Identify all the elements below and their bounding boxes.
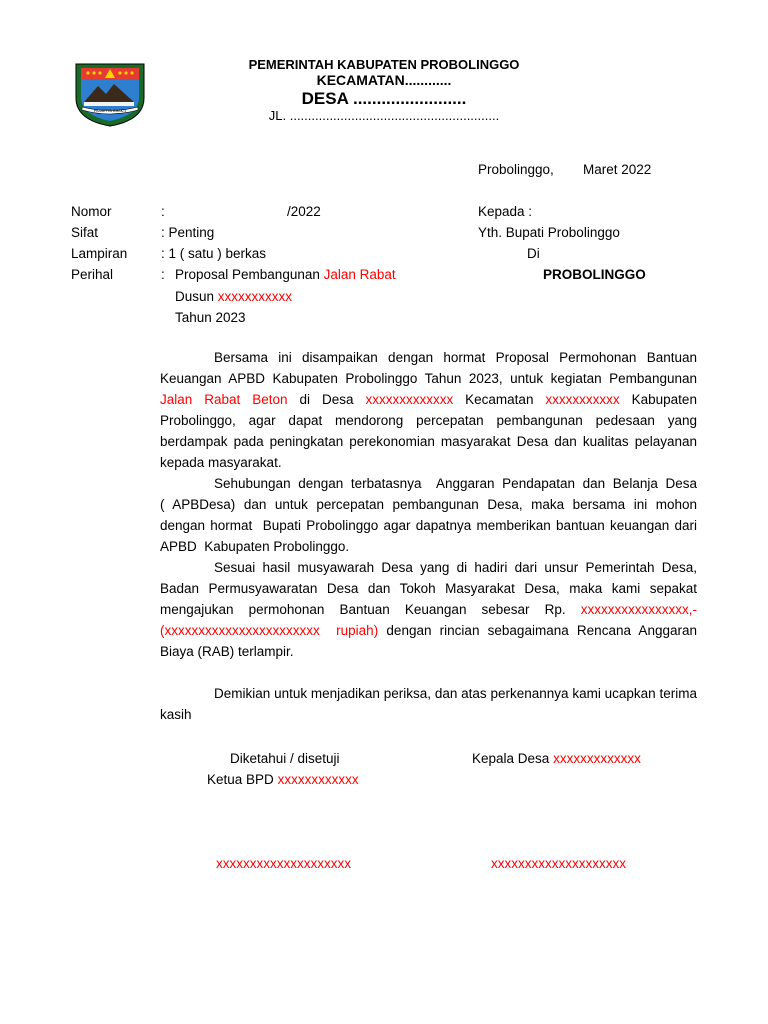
- p1-text-a: Bersama ini disampaikan dengan hormat Proposal Permohonan Bantuan Keuangan APBD Kabupaten Probolinggo Tahun 2023, untuk kegiatan Pembangunan: [160, 350, 697, 386]
- p1-text-d: Kabupaten Probolinggo, agar dapat mendorong percepatan pembangunan pedesaan yang berdampak pada peningkatan perekonomian masyarakat Desa dan kualitas pelayanan kepada masyarakat.: [160, 392, 697, 470]
- lampiran-value: : 1 ( satu ) berkas: [161, 246, 267, 261]
- perihal-line1-text: Proposal Pembangunan: [175, 267, 320, 282]
- paragraph-3: [160, 557, 705, 662]
- signature-left-role: [207, 772, 359, 787]
- perihal-label: Perihal: [71, 267, 114, 282]
- sifat-value: : Penting: [161, 225, 215, 240]
- date-month-year: Maret 2022: [583, 162, 652, 177]
- signature-right-name: xxxxxxxxxxxxxxxxxxxx: [491, 856, 626, 871]
- kepala-desa-red: xxxxxxxxxxxxx: [553, 751, 641, 766]
- letterhead-government: PEMERINTAH KABUPATEN PROBOLINGGO: [248, 57, 520, 72]
- kepala-desa-label: Kepala Desa: [472, 751, 550, 766]
- signature-right-role: [472, 751, 641, 766]
- nomor-colon: :: [161, 204, 165, 219]
- sifat-label: Sifat: [71, 225, 99, 240]
- p3-text-b: dengan rincian sebagaimana Rencana Anggaran Biaya (RAB) terlampir.: [160, 623, 697, 659]
- ketua-bpd-red: xxxxxxxxxxxx: [277, 772, 359, 787]
- emblem-motto: PRASETYA BHAKTI: [93, 109, 127, 113]
- paragraph-2: Sehubungan dengan terbatasnya Anggaran Pendapatan dan Belanja Desa ( APBDesa) dan untuk percepatan pembangunan Desa, maka bersama ini mohon dengan hormat Bupati Probolinggo agar dapatnya memberikan bantuan keuangan dari APBD Kabupaten Probolinggo.: [160, 476, 728, 554]
- ketua-bpd-label: Ketua BPD: [207, 772, 274, 787]
- lampiran-label: Lampiran: [71, 246, 128, 261]
- p1-red-3: xxxxxxxxxxx: [545, 392, 620, 407]
- perihal-line2: [175, 290, 292, 304]
- p1-text-b: di Desa: [299, 392, 354, 407]
- p1-red-2: xxxxxxxxxxxxx: [365, 392, 454, 407]
- paragraph-4: Demikian untuk menjadikan periksa, dan atas perkenannya kami ucapkan terima kasih: [160, 686, 697, 722]
- perihal-line1: [175, 268, 396, 282]
- date-city: Probolinggo,: [478, 162, 554, 177]
- perihal-line1-red: Jalan Rabat: [323, 267, 396, 282]
- signature-left-title: Diketahui / disetuji: [230, 751, 340, 766]
- perihal-colon: :: [161, 267, 165, 282]
- recipient-place: PROBOLINGGO: [543, 267, 646, 282]
- nomor-value: /2022: [287, 204, 321, 219]
- p1-text-c: Kecamatan: [465, 392, 534, 407]
- p3-text-a: Sesuai hasil musyawarah Desa yang di hadiri dari unsur Pemerintah Desa, Badan Permusyawaratan Desa dan Tokoh Masyarakat Desa, maka kami sepakat mengajukan permohonan Bantuan Keuangan sebesar Rp.: [160, 560, 697, 617]
- perihal-line2-text: Dusun: [175, 289, 215, 304]
- paragraph-1: [160, 347, 697, 473]
- recipient-kepada: Kepada :: [478, 204, 533, 219]
- recipient-yth: Yth. Bupati Probolinggo: [478, 225, 620, 240]
- recipient-di: Di: [527, 246, 540, 261]
- letter-body: [160, 347, 728, 725]
- nomor-label: Nomor: [71, 204, 112, 219]
- letterhead-desa: DESA ........................: [301, 89, 467, 108]
- signature-left-name: xxxxxxxxxxxxxxxxxxxx: [216, 856, 351, 871]
- perihal-line2-red: xxxxxxxxxxx: [217, 289, 293, 304]
- letterhead-address: JL. ..........................................................: [268, 108, 500, 123]
- perihal-line3: Tahun 2023: [175, 310, 246, 325]
- p1-red-1: Jalan Rabat Beton: [160, 392, 288, 407]
- p3-red: xxxxxxxxxxxxxxxx,- (xxxxxxxxxxxxxxxxxxxxxxx rupiah): [160, 602, 705, 638]
- letterhead-kecamatan: KECAMATAN............: [316, 72, 452, 88]
